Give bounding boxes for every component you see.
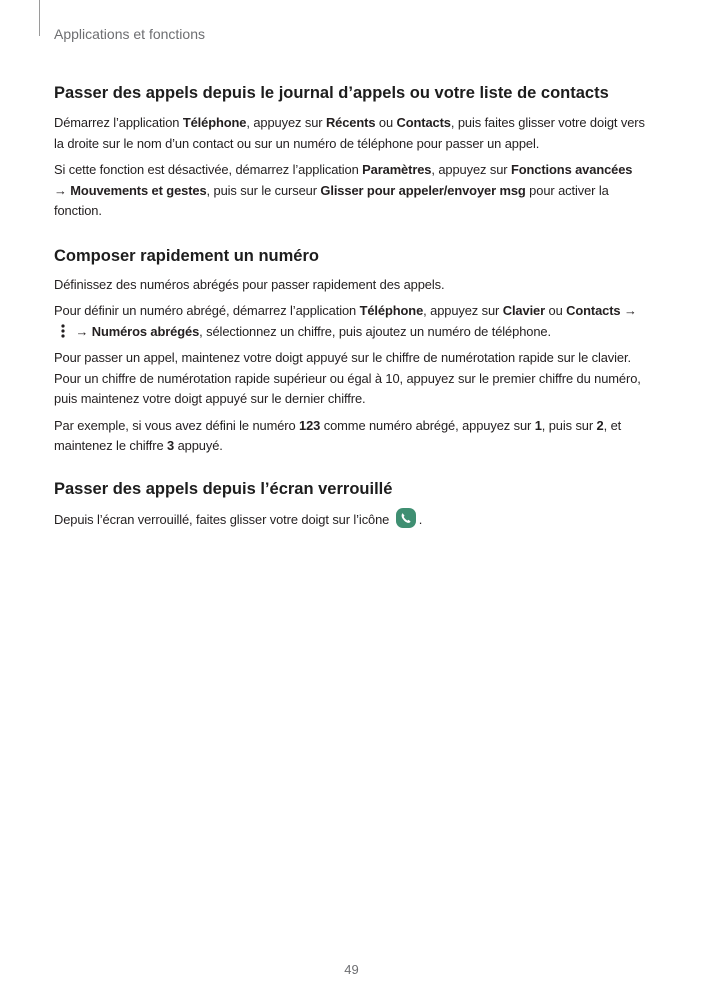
phone-icon xyxy=(396,508,416,528)
page-content xyxy=(54,84,646,530)
menu-term: Mouvements et gestes xyxy=(70,182,207,198)
text: , puis sur xyxy=(541,417,597,433)
section-heading: Passer des appels depuis le journal d’appels ou votre liste de contacts xyxy=(54,84,609,102)
arrow: → xyxy=(620,303,637,318)
menu-term: 123 xyxy=(299,417,321,433)
menu-term: Paramètres xyxy=(362,162,432,177)
text: Par exemple, si vous avez défini le numéro xyxy=(54,417,300,433)
paragraph xyxy=(54,416,646,457)
section-speed-dial xyxy=(54,247,646,457)
menu-term: 3 xyxy=(167,438,175,453)
arrow: → xyxy=(72,323,92,339)
text: appuyé. xyxy=(174,438,223,453)
text: Depuis l’écran verrouillé, faites glisser votre doigt sur l’icône xyxy=(54,511,393,527)
menu-term: 1 xyxy=(534,417,542,433)
menu-term: Fonctions avancées xyxy=(510,162,633,177)
text: , puis faites glisser votre doigt vers la droite sur le nom d’un contact ou sur un numéro de téléphone pour passer un appel. xyxy=(54,115,645,151)
text: , appuyez sur xyxy=(431,162,511,177)
running-header: Applications et fonctions xyxy=(54,26,205,42)
text: comme numéro abrégé, appuyez sur xyxy=(320,417,535,433)
menu-term: Clavier xyxy=(502,303,546,318)
text: , appuyez sur xyxy=(423,303,503,318)
paragraph xyxy=(54,160,646,222)
text: Pour définir un numéro abrégé, démarrez l’application xyxy=(54,303,360,318)
text: pour activer la fonction. xyxy=(54,182,609,218)
paragraph xyxy=(54,301,646,342)
menu-term: Téléphone xyxy=(182,115,247,130)
text: ou xyxy=(375,115,397,130)
text: , sélectionnez un chiffre, puis ajoutez un numéro de téléphone. xyxy=(199,323,551,339)
menu-term: Téléphone xyxy=(359,303,424,318)
menu-term: Contacts xyxy=(566,303,621,318)
more-options-icon xyxy=(56,324,70,338)
section-heading: Composer rapidement un numéro xyxy=(54,246,319,265)
page-number: 49 xyxy=(344,962,359,977)
menu-term: Contacts xyxy=(396,115,451,130)
paragraph: Pour passer un appel, maintenez votre doigt appuyé sur le chiffre de numérotation rapide sur le clavier. Pour un chiffre de numérotation rapide supérieur ou égal à 10, appuyez sur le premier chiffre du numéro, puis maintenez votre doigt appuyé sur le dernier chiffre. xyxy=(54,350,641,406)
text: , puis sur le curseur xyxy=(206,182,321,198)
text: Si cette fonction est désactivée, démarrez l’application xyxy=(54,162,363,177)
margin-rule xyxy=(39,0,40,36)
text: . xyxy=(418,511,423,527)
text: , et maintenez le chiffre xyxy=(54,417,622,453)
menu-term: Numéros abrégés xyxy=(91,323,200,339)
arrow: → xyxy=(54,182,71,198)
paragraph xyxy=(54,508,646,531)
text: ou xyxy=(545,303,567,318)
paragraph xyxy=(54,113,646,154)
menu-term: 2 xyxy=(596,417,604,433)
section-call-from-log xyxy=(54,84,646,222)
section-lock-screen-call xyxy=(54,480,646,531)
paragraph: Définissez des numéros abrégés pour passer rapidement des appels. xyxy=(54,276,445,292)
text: , appuyez sur xyxy=(246,115,326,130)
text: Démarrez l’application xyxy=(54,115,183,130)
menu-term: Glisser pour appeler/envoyer msg xyxy=(320,182,526,198)
menu-term: Récents xyxy=(325,115,376,130)
section-heading: Passer des appels depuis l’écran verrouillé xyxy=(54,479,393,498)
